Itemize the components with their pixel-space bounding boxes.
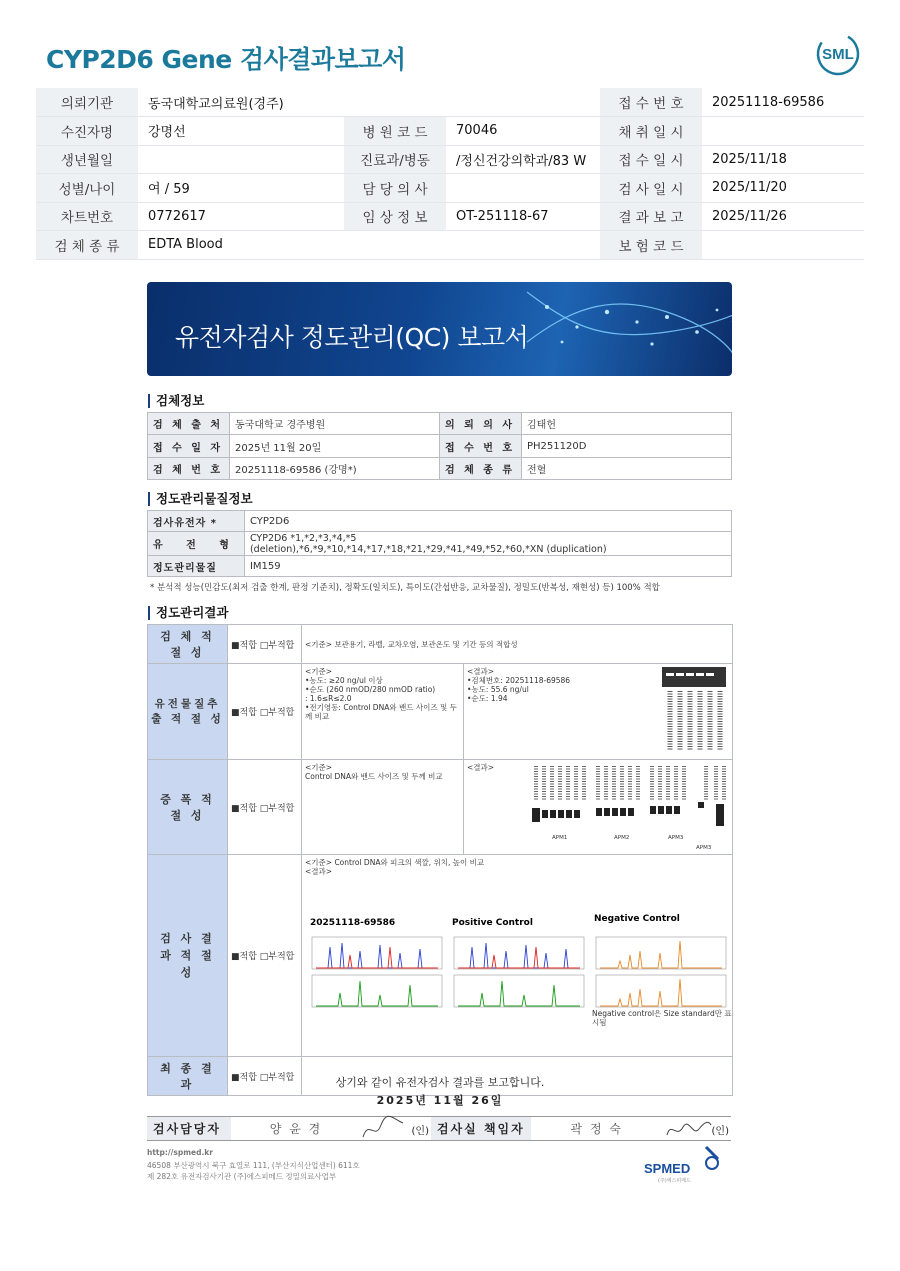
section-specimen-info: 검체정보 [148, 394, 204, 408]
r2-criteria-4: •전기영동: Control DNA와 밴드 사이즈 및 두께 비교 [305, 703, 457, 721]
qc-doctor-label: 의 뢰 의 사 [440, 413, 522, 435]
genotype-line-2: (deletion),*6,*9,*10,*14,*17,*18,*21,*29,*41,*49,*52,*60,*XN (duplication) [249, 543, 607, 555]
chief-label: 검사실 책임자 [431, 1117, 531, 1141]
banner-title: 유전자검사 정도관리(QC) 보고서 [175, 323, 529, 352]
qc-specimen-type-value: 전혈 [522, 458, 732, 480]
doctor-value [446, 174, 600, 203]
r2-result-2: •농도: 55.6 ng/ul [467, 685, 529, 694]
doctor-label: 담 당 의 사 [344, 174, 446, 203]
spmed-brand: SPMED [644, 1161, 691, 1176]
gene-label: 검사유전자 * [148, 511, 245, 532]
r3-criteria-title: <기준> [305, 763, 333, 772]
test-date-label: 검 사 일 시 [600, 174, 702, 203]
sample-trace-title: 20251118-69586 [310, 918, 396, 928]
specimen-info-table [147, 412, 732, 480]
patient-label: 수진자명 [36, 117, 138, 146]
sexage-value: 여 / 59 [138, 174, 344, 203]
r1-fail: □부적합 [259, 640, 295, 651]
r5-fail: □부적합 [259, 1072, 295, 1083]
qc-date-label: 접 수 일 자 [148, 435, 230, 458]
signature-table [147, 1116, 731, 1141]
chart-label: 차트번호 [36, 202, 138, 231]
r3-criteria-1: Control DNA와 밴드 사이즈 및 두께 비교 [305, 772, 443, 781]
apm3-label: APM3 [668, 835, 684, 841]
r4-fail: □부적합 [259, 952, 295, 962]
tester-signature [359, 1115, 405, 1141]
r4-label: 검 사 결 과 적 절 성 [148, 855, 228, 1057]
info-row [36, 231, 864, 260]
qc-recno-value: PH251120D [522, 435, 732, 458]
r4-criteria: <기준> Control DNA와 피크의 색깔, 위치, 높이 비교 [305, 858, 485, 867]
qc-specimen-type-label: 검 체 종 류 [440, 458, 522, 480]
receipt-date-value: 2025/11/18 [702, 145, 864, 174]
genotype-label: 유 전 형 [148, 532, 245, 556]
collect-date-value [702, 117, 864, 146]
qc-result-table [147, 624, 733, 1096]
r1-label: 검 체 적 절 성 [148, 625, 228, 664]
sml-logo [814, 30, 862, 78]
info-row [36, 117, 864, 146]
closing-date: 2025년 11월 26일 [376, 1094, 504, 1107]
r3-pass: ■적합 [231, 803, 257, 814]
qc-recno-label: 접 수 번 호 [440, 435, 522, 458]
closing-statement: 상기와 같이 유전자검사 결과를 보고합니다. [335, 1076, 545, 1089]
chief-name: 곽 정 숙 [531, 1117, 663, 1141]
material-label: 정도관리물질 [148, 556, 245, 577]
source-label: 검 체 출 처 [148, 413, 230, 435]
r2-criteria-title: <기준> [305, 667, 333, 676]
r2-fail: □부적합 [259, 708, 295, 718]
apm2-label: APM2 [614, 835, 630, 841]
receipt-no-value: 20251118-69586 [702, 88, 864, 117]
insurance-label: 보 험 코 드 [600, 231, 702, 260]
clinical-label: 임 상 정 보 [344, 202, 446, 231]
gene-value: CYP2D6 [244, 511, 731, 532]
spmed-mark [696, 1143, 726, 1173]
r2-criteria-3: : 1.6≤R≤2.0 [305, 694, 352, 703]
tester-name: 양 윤 경 [231, 1117, 361, 1141]
chief-signature [663, 1115, 713, 1141]
report-date-label: 결 과 보 고 [600, 202, 702, 231]
patient-info-table [36, 88, 864, 260]
sml-logo-text: SML [822, 46, 854, 63]
r3-result-title: <결과> [467, 763, 495, 772]
r4-pass: ■적합 [231, 952, 257, 962]
requester-label: 의뢰기관 [36, 88, 138, 117]
report-date-value: 2025/11/26 [702, 202, 864, 231]
positive-trace-title: Positive Control [452, 918, 533, 928]
birth-label: 생년월일 [36, 145, 138, 174]
electropherogram-traces [308, 933, 728, 1013]
qc-specimen-no-label: 검 체 번 호 [148, 458, 230, 480]
r3-fail: □부적합 [259, 803, 295, 814]
qc-banner [147, 282, 732, 376]
test-date-value: 2025/11/20 [702, 174, 864, 203]
receipt-no-label: 접 수 번 호 [600, 88, 702, 117]
dept-value: /정신건강의학과/83 W [446, 145, 600, 174]
source-value: 동국대학교 경주병원 [230, 413, 440, 435]
r4-result-title: <결과> [305, 867, 333, 876]
report-title: CYP2D6 Gene 검사결과보고서 [46, 45, 406, 74]
receipt-date-label: 접 수 일 시 [600, 145, 702, 174]
chart-value: 0772617 [138, 202, 344, 231]
extraction-gel-image [662, 667, 726, 753]
r2-pass: ■적합 [231, 708, 257, 718]
tester-label: 검사담당자 [147, 1117, 231, 1141]
specimen-value: EDTA Blood [138, 231, 600, 260]
r3-label: 증 폭 적 절 성 [148, 760, 228, 855]
footer-registration: 제 282호 유전자검사기관 (주)에스피메드 정밀의료사업부 [147, 1172, 337, 1181]
genotype-line-1: CYP2D6 *1,*2,*3,*4,*5 [249, 532, 357, 544]
performance-note: * 분석적 성능(민감도(최저 검출 한계, 판정 기준치), 정확도(일치도), 특이도(간섭반응, 교차물질), 정밀도(반복성, 재현성) 등) 100% 적합 [150, 583, 660, 593]
qc-material-table [147, 510, 732, 577]
apm3-label-2: APM3 [696, 845, 712, 851]
info-row [36, 202, 864, 231]
footer-url: http://spmed.kr [147, 1148, 213, 1157]
collect-date-label: 채 취 일 시 [600, 117, 702, 146]
material-value: IM159 [244, 556, 731, 577]
spmed-brand-sub: (주)에스피메드 [658, 1178, 691, 1184]
info-row [36, 145, 864, 174]
birth-value [138, 145, 344, 174]
hospital-code-value: 70046 [446, 117, 600, 146]
hospital-code-label: 병 원 코 드 [344, 117, 446, 146]
negative-trace-title: Negative Control [594, 914, 680, 924]
info-row [36, 174, 864, 203]
insurance-value [702, 231, 864, 260]
chief-seal: (인) [711, 1126, 729, 1137]
footer-address: 46508 부산광역시 북구 효열로 111, (부산지식산업센터) 611호 [147, 1161, 360, 1170]
apm1-label: APM1 [552, 835, 568, 841]
dept-label: 진료과/병동 [344, 145, 446, 174]
r2-criteria-2: •순도 (260 nmOD/280 nmOD ratio) [305, 685, 436, 694]
tester-seal: (인) [411, 1126, 429, 1137]
r5-label: 최 종 결 과 [148, 1057, 228, 1096]
specimen-label: 검 체 종 류 [36, 231, 138, 260]
r2-result-1: •검체번호: 20251118-69586 [467, 676, 571, 685]
qc-date-value: 2025년 11월 20일 [230, 435, 440, 458]
r2-criteria-1: •농도: ≥20 ng/ul 이상 [305, 676, 383, 685]
r2-result-title: <결과> [467, 667, 495, 676]
section-qc-result: 정도관리결과 [148, 606, 228, 620]
clinical-value: OT-251118-67 [446, 202, 600, 231]
r2-result-3: •순도: 1.94 [467, 694, 508, 703]
r5-pass: ■적합 [231, 1072, 257, 1083]
qc-specimen-no-value: 20251118-69586 (강명*) [230, 458, 440, 480]
r2-label: 유전물질추출 적 절 성 [148, 664, 228, 760]
negative-control-note: Negative control은 Size standard만 표시됨 [592, 1009, 732, 1027]
section-qc-material: 정도관리물질정보 [148, 492, 253, 506]
info-row [36, 88, 864, 117]
sexage-label: 성별/나이 [36, 174, 138, 203]
r1-criteria: <기준> 보관용기, 라벨, 교차오염, 보관온도 및 기간 등의 적합성 [302, 625, 733, 664]
r1-pass: ■적합 [231, 640, 257, 651]
qc-doctor-value: 김태헌 [522, 413, 732, 435]
requester-value: 동국대학교의료원(경주) [138, 88, 600, 117]
patient-value: 강명선 [138, 117, 344, 146]
